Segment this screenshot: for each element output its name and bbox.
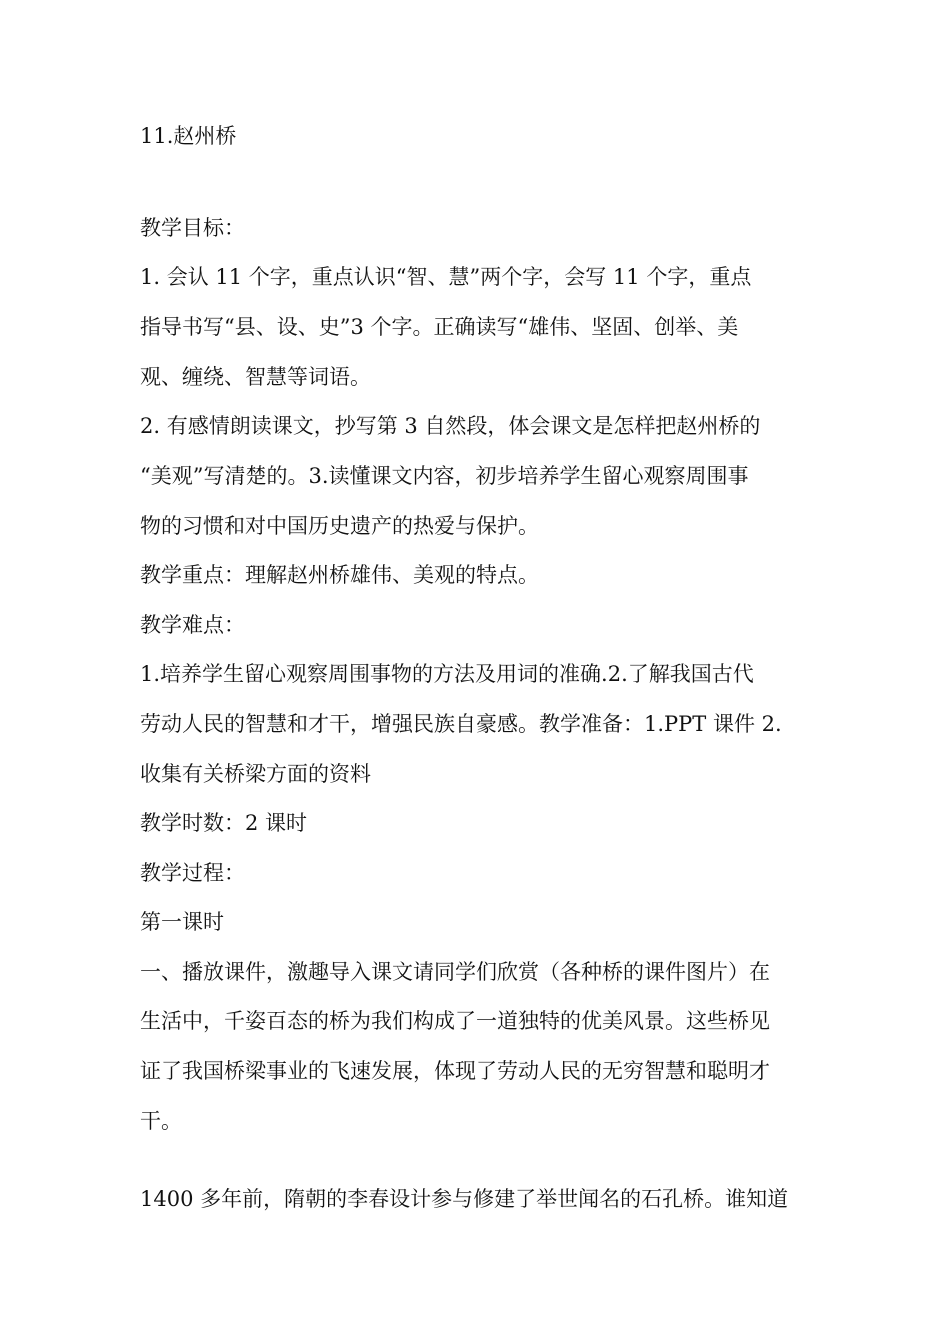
- text-line: 1. 会认 11 个字，重点认识“智、慧”两个字，会写 11 个字，重点: [140, 265, 752, 289]
- text-line: 2. 有感情朗读课文，抄写第 3 自然段，体会课文是怎样把赵州桥的: [140, 414, 761, 438]
- text-line: 1400 多年前，隋朝的李春设计参与修建了举世闻名的石孔桥。谁知道: [140, 1187, 789, 1211]
- text-line: 观、缠绕、智慧等词语。: [140, 365, 371, 389]
- text-line: 物的习惯和对中国历史遗产的热爱与保护。: [140, 514, 539, 538]
- text-line: 收集有关桥梁方面的资料: [140, 762, 371, 786]
- section-heading-first-lesson: 第一课时: [140, 910, 224, 934]
- section-heading-objectives: 教学目标：: [140, 216, 245, 240]
- text-line: 劳动人民的智慧和才干，增强民族自豪感。教学准备：1.PPT 课件 2.: [140, 712, 782, 736]
- text-line: 一、播放课件，激趣导入课文请同学们欣赏（各种桥的课件图片）在: [140, 960, 770, 984]
- text-line: 生活中，千姿百态的桥为我们构成了一道独特的优美风景。这些桥见: [140, 1009, 770, 1033]
- section-heading-hours: 教学时数：2 课时: [140, 811, 308, 835]
- text-line: 指导书写“县、设、史”3 个字。正确读写“雄伟、坚固、创举、美: [140, 315, 739, 339]
- text-line: “美观”写清楚的。3.读懂课文内容，初步培养学生留心观察周围事: [140, 464, 749, 488]
- document-title: 11.赵州桥: [140, 124, 237, 148]
- text-line: 1.培养学生留心观察周围事物的方法及用词的准确.2.了解我国古代: [140, 662, 754, 686]
- text-line: 证了我国桥梁事业的飞速发展，体现了劳动人民的无穷智慧和聪明才: [140, 1059, 770, 1083]
- section-heading-key-point: 教学重点：理解赵州桥雄伟、美观的特点。: [140, 563, 539, 587]
- section-heading-difficulty: 教学难点：: [140, 613, 245, 637]
- section-heading-process: 教学过程：: [140, 861, 245, 885]
- text-line: 干。: [140, 1109, 182, 1133]
